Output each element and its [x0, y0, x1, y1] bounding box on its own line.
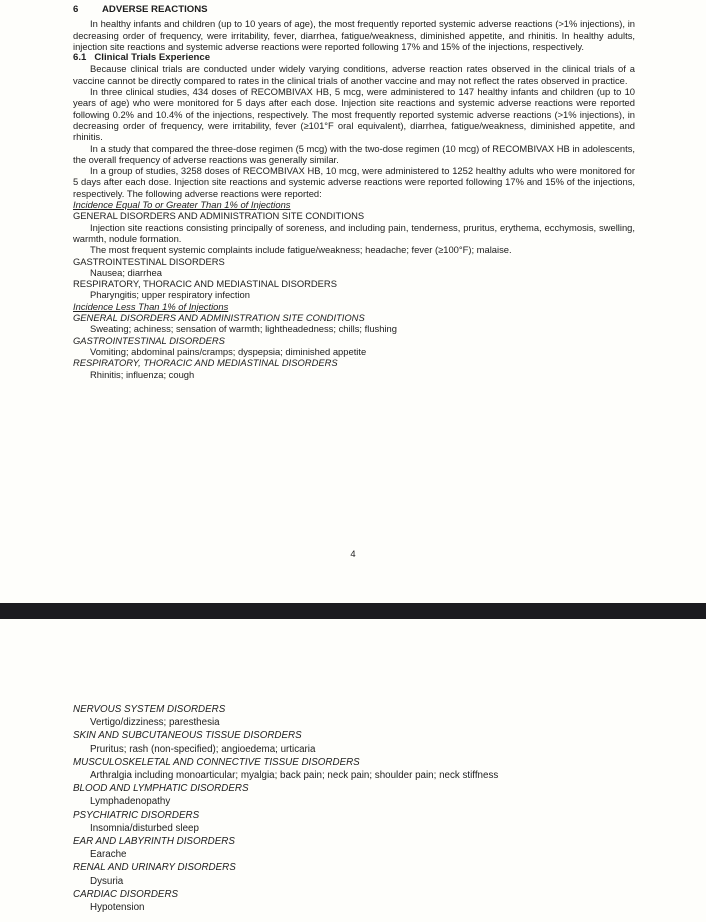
section-heading [73, 4, 635, 15]
category-item: Injection site reactions consisting principally of soreness, and including pain, tenderness, pruritus, erythema, ecchymosis, swelling, warmth, nodule formation. [73, 221, 635, 244]
paragraph: Because clinical trials are conducted under widely varying conditions, adverse reaction rates observed in the clinical trials of a vaccine cannot be directly compared to rates in the clinical trials of another vaccine and may not reflect the rates observed in practice. [73, 63, 635, 86]
category-heading: BLOOD AND LYMPHATIC DISORDERS [73, 783, 249, 795]
intro-paragraph: In healthy infants and children (up to 10 years of age), the most frequently reported systemic adverse reactions (>1% injections), in decreasing order of frequency, were irritability, fever, diarrhea, fatigue/weakness, diminished appetite, and rhinitis. In healthy adults, injection site reactions and systemic adverse reactions were reported following 17% and 15% of the injections, respectively. [73, 18, 635, 52]
category-heading: NERVOUS SYSTEM DISORDERS [73, 704, 226, 715]
incidence-lt1-heading: Incidence Less Than 1% of Injections [73, 300, 229, 312]
category-item: Arthralgia including monoarticular; myalgia; back pain; neck pain; shoulder pain; neck stiffness [90, 770, 499, 782]
category-item: Vertigo/dizziness; paresthesia [90, 717, 220, 729]
section-title: ADVERSE REACTIONS [102, 4, 208, 15]
category-item: The most frequent systemic complaints include fatigue/weakness; headache; fever (≥100°F); malaise. [90, 244, 512, 256]
category-item: Insomnia/disturbed sleep [90, 822, 199, 834]
category-heading: RENAL AND URINARY DISORDERS [73, 862, 236, 874]
incidence-ge1-heading: Incidence Equal To or Greater Than 1% of Injections [73, 199, 291, 211]
category-item: Pharyngitis; upper respiratory infection [90, 289, 250, 301]
document-page-2 [73, 703, 635, 914]
category-item: Pruritus; rash (non-specified); angioedema; urticaria [90, 743, 316, 755]
page-number: 4 [350, 548, 356, 559]
document-page-1 [73, 4, 635, 380]
paragraph: In a group of studies, 3258 doses of RECOMBIVAX HB, 10 mcg, were administered to 1252 healthy adults who were monitored for 5 days after each dose. Injection site reactions and systemic adverse reactions were reported following 17% and 15% of the injections, respectively. The following adverse reactions were reported: [73, 165, 635, 199]
category-item: Earache [90, 849, 127, 861]
category-heading: GENERAL DISORDERS AND ADMINISTRATION SITE CONDITIONS [73, 312, 365, 324]
subsection-number: 6.1 [73, 52, 87, 64]
category-heading: SKIN AND SUBCUTANEOUS TISSUE DISORDERS [73, 730, 302, 742]
category-item: Sweating; achiness; sensation of warmth; lightheadedness; chills; flushing [90, 323, 397, 335]
category-item: Hypotension [90, 902, 145, 914]
category-heading: CARDIAC DISORDERS [73, 888, 179, 900]
section-number: 6 [73, 4, 79, 15]
subsection-heading [73, 52, 635, 63]
category-item: Rhinitis; influenza; cough [90, 368, 195, 380]
category-item: Nausea; diarrhea [90, 266, 162, 278]
category-item: Vomiting; abdominal pains/cramps; dyspepsia; diminished appetite [90, 345, 367, 357]
category-heading: RESPIRATORY, THORACIC AND MEDIASTINAL DISORDERS [73, 357, 338, 369]
paragraph: In three clinical studies, 434 doses of RECOMBIVAX HB, 5 mcg, were administered to 147 healthy infants and children (up to 10 years of age) who were monitored for 5 days after each dose. Injection site reactions and systemic adverse reactions were reported following 0.2% and 10.4% of the injections, respectively. The most frequently reported systemic adverse reactions (>1% injections), in decreasing order of frequency, were irritability, fever (≥101°F oral equivalent), diarrhea, fatigue/weakness, diminished appetite, and rhinitis. [73, 86, 635, 143]
paragraph: In a study that compared the three-dose regimen (5 mcg) with the two-dose regimen (10 mcg) of RECOMBIVAX HB in adolescents, the overall frequency of adverse reactions was generally similar. [73, 142, 635, 165]
subsection-title: Clinical Trials Experience [94, 52, 211, 64]
category-heading: RESPIRATORY, THORACIC AND MEDIASTINAL DISORDERS [73, 278, 337, 290]
category-heading: EAR AND LABYRINTH DISORDERS [73, 836, 235, 848]
category-heading: GASTROINTESTINAL DISORDERS [73, 334, 225, 346]
page-separator-bar [0, 603, 706, 619]
category-heading: GENERAL DISORDERS AND ADMINISTRATION SITE CONDITIONS [73, 210, 365, 222]
category-heading: GASTROINTESTINAL DISORDERS [73, 255, 225, 267]
category-item: Dysuria [90, 875, 124, 887]
category-heading: MUSCULOSKELETAL AND CONNECTIVE TISSUE DISORDERS [73, 756, 360, 768]
category-item: Lymphadenopathy [90, 796, 171, 808]
category-heading: PSYCHIATRIC DISORDERS [73, 809, 200, 821]
